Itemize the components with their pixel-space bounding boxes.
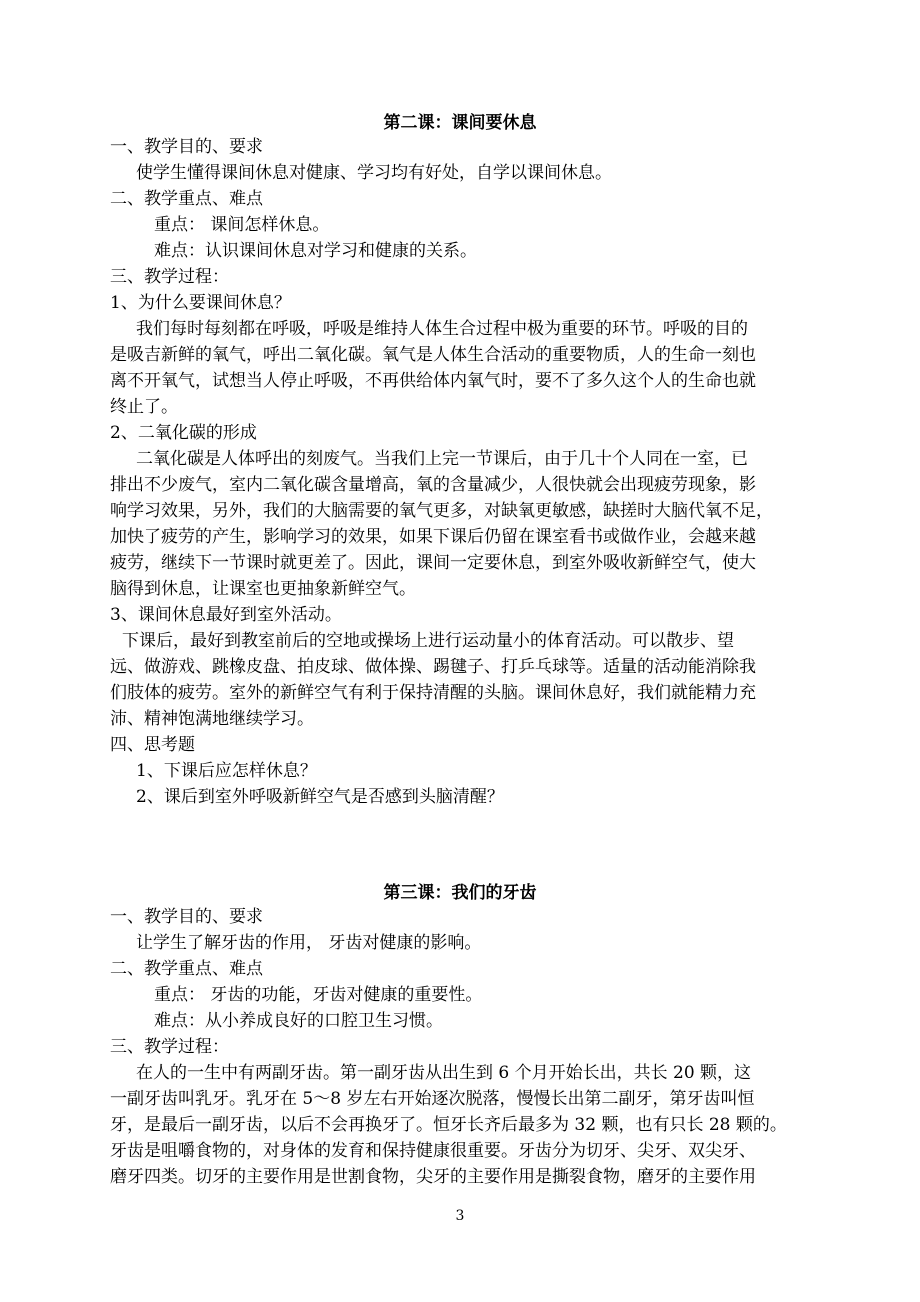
lesson2-p1-line: 我们每时每刻都在呼吸，呼吸是维持人体生合过程中极为重要的环节。呼吸的目的 [136,319,748,339]
lesson2-p2-line: 排出不少废气，室内二氧化碳含量增高，氧的含量减少，人很快就会出现疲劳现象，影 [110,475,756,495]
lesson2-difficulty: 难点：认识课间休息对学习和健康的关系。 [154,241,477,261]
lesson3-title: 第三课：我们的牙齿 [383,883,537,903]
page-number: 3 [455,1208,465,1224]
lesson3-objective-text: 让学生了解牙齿的作用， 牙齿对健康的影响。 [136,933,482,953]
lesson2-heading-objectives: 一、教学目的、要求 [110,137,263,157]
lesson2-question-1: 1、下课后应怎样休息？ [136,761,317,781]
lesson2-section-1: 1、为什么要课间休息？ [110,293,291,313]
lesson2-title: 第二课：课间要休息 [383,113,537,133]
lesson3-heading-keypoints: 二、教学重点、难点 [110,959,263,979]
lesson2-p2-line: 加快了疲劳的产生，影响学习的效果，如果下课后仍留在课室看书或做作业，会越来越 [110,527,756,547]
lesson2-p3-line: 们肢体的疲劳。室外的新鲜空气有利于保持清醒的头脑。课间休息好，我们就能精力充 [110,683,756,703]
lesson2-p1-line: 离不开氧气，试想当人停止呼吸，不再供给体内氧气时，要不了多久这个人的生命也就 [110,371,756,391]
lesson2-section-2: 2、二氧化碳的形成 [110,423,257,443]
lesson2-p1-line: 终止了。 [110,397,178,417]
lesson2-heading-keypoints: 二、教学重点、难点 [110,189,263,209]
lesson3-difficulty: 难点：从小养成良好的口腔卫生习惯。 [154,1011,443,1031]
lesson2-p1-line: 是吸吉新鲜的氧气，呼出二氧化碳。氧气是人体生合活动的重要物质，人的生命一刻也 [110,345,756,365]
lesson2-question-2: 2、课后到室外呼吸新鲜空气是否感到头脑清醒？ [136,787,504,807]
lesson3-heading-process: 三、教学过程： [110,1037,229,1057]
lesson2-p2-line: 响学习效果，另外，我们的大脑需要的氧气更多，对缺氧更敏感，缺搓时大脑代氧不足， [110,501,773,521]
lesson2-key-point: 重点： 课间怎样休息。 [154,215,330,235]
lesson3-key-point: 重点： 牙齿的功能，牙齿对健康的重要性。 [154,985,483,1005]
lesson2-heading-questions: 四、思考题 [110,735,195,755]
lesson2-p2-line: 二氧化碳是人体呼出的刻废气。当我们上完一节课后，由于几十个人同在一室，已 [136,449,748,469]
lesson2-objective-text: 使学生懂得课间休息对健康、学习均有好处，自学以课间休息。 [136,163,612,183]
lesson3-p1-line: 牙齿是咀嚼食物的，对身体的发育和保持健康很重要。牙齿分为切牙、尖牙、双尖牙、 [110,1141,756,1161]
lesson3-heading-objectives: 一、教学目的、要求 [110,907,263,927]
lesson3-p1-line: 一副牙齿叫乳牙。乳牙在 5～8 岁左右开始逐次脱落，慢慢长出第二副牙，第牙齿叫恒 [110,1089,755,1109]
lesson2-p2-line: 脑得到休息，让课室也更抽象新鲜空气。 [110,579,416,599]
lesson2-p2-line: 疲劳，继续下一节课时就更差了。因此，课间一定要休息，到室外吸收新鲜空气，使大 [110,553,756,573]
lesson3-p1-line: 在人的一生中有两副牙齿。第一副牙齿从出生到 6 个月开始长出，共长 20 颗，这 [136,1063,752,1083]
lesson2-section-3: 3、课间休息最好到室外活动。 [110,605,342,625]
lesson3-p1-line: 磨牙四类。切牙的主要作用是世割食物，尖牙的主要作用是撕裂食物，磨牙的主要作用 [110,1167,756,1187]
lesson2-body [110,134,815,810]
lesson2-p3-line: 下课后，最好到教室前后的空地或操场上进行运动量小的体育活动。可以散步、望 [122,631,734,651]
lesson3-body [110,904,815,1190]
lesson2-heading-process: 三、教学过程： [110,267,229,287]
lesson2-p3-line: 沛、精神饱满地继续学习。 [110,709,314,729]
lesson2-p3-line: 远、做游戏、跳橡皮盘、拍皮球、做体操、踢毽子、打乒乓球等。适量的活动能消除我 [110,657,756,677]
lesson3-p1-line: 牙，是最后一副牙齿，以后不会再换牙了。恒牙长齐后最多为 32 颗，也有只长 28 颗的。 [110,1115,787,1135]
